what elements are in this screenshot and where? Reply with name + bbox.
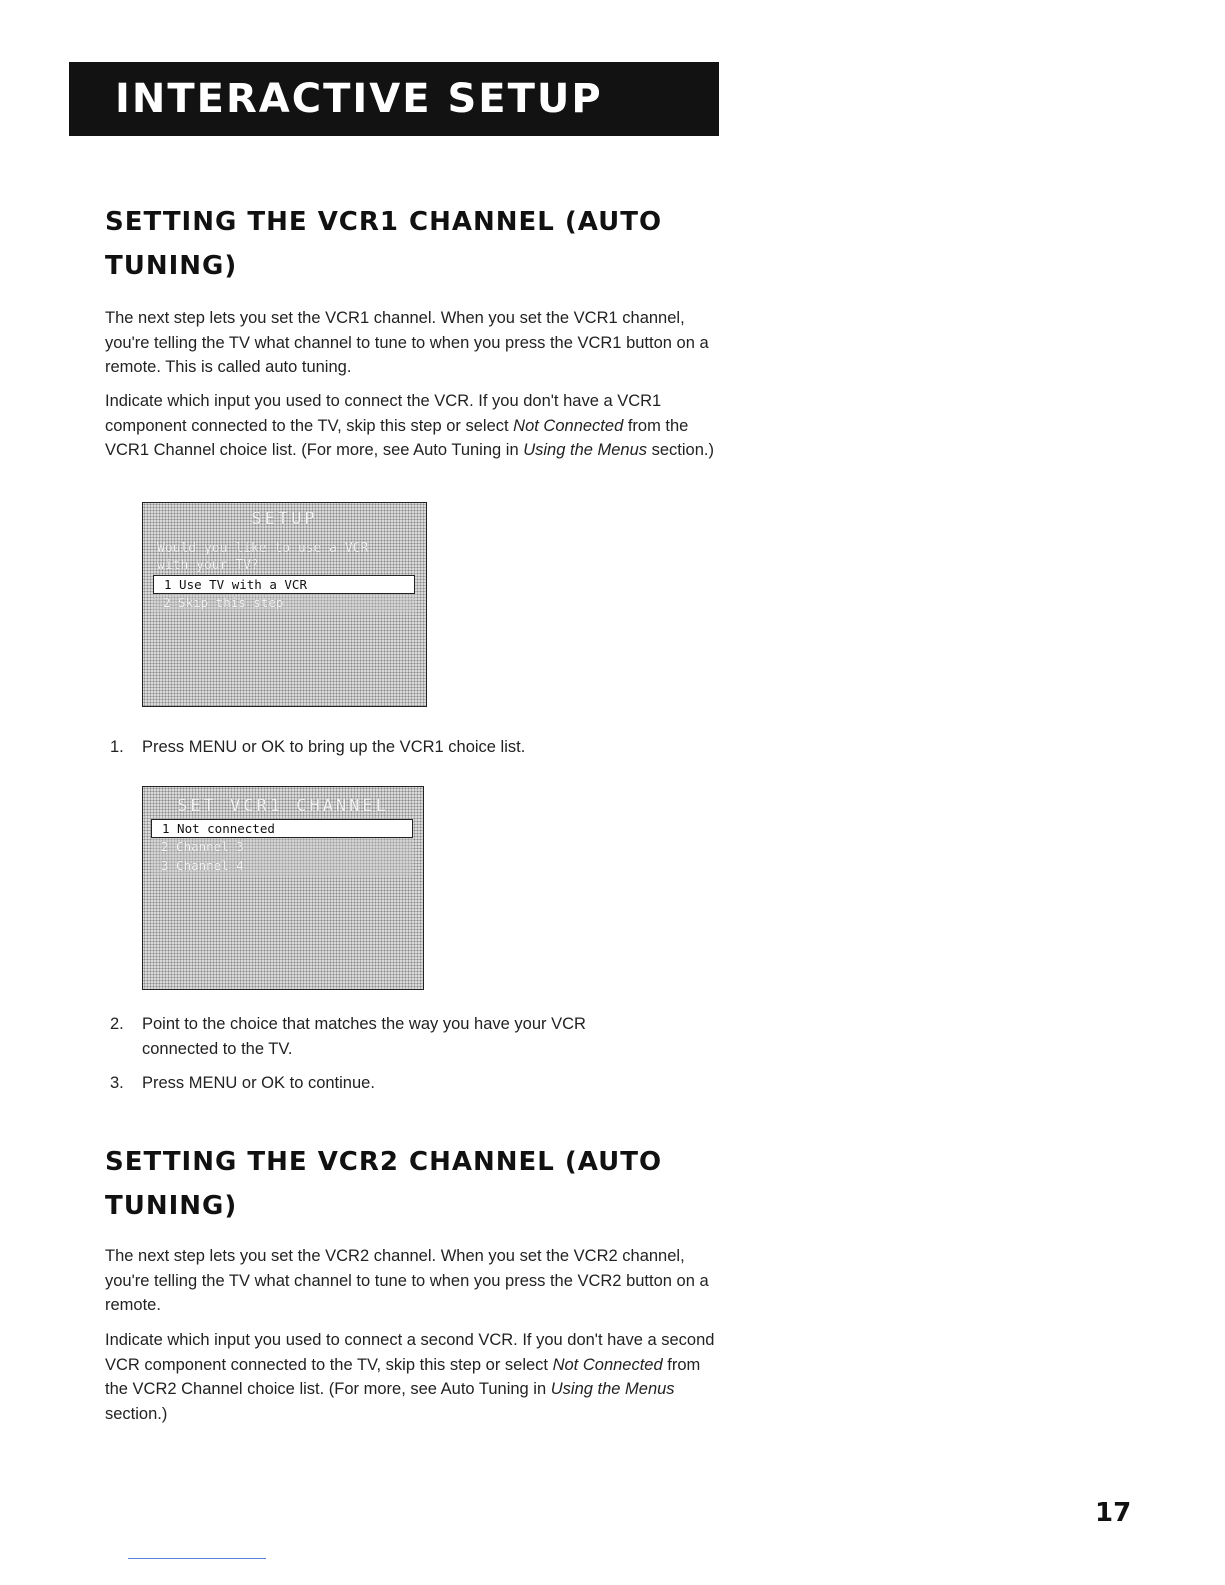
section1-paragraph-2: Indicate which input you used to connect the VCR. If you don't have a VCR1 component connected to the TV, skip this step or select Not Connected from the VCR1 Channel choice list. (For more, see Auto Tuning in Using the Menus section.) xyxy=(105,392,714,459)
page-number: 17 xyxy=(1095,1498,1132,1528)
step-2 xyxy=(110,1012,710,1061)
not-connected-emphasis: Not Connected xyxy=(513,416,624,435)
set-vcr1-channel-screen-image xyxy=(142,786,424,990)
setup-screen-title: SETUP xyxy=(251,509,318,529)
section2-paragraph-1: The next step lets you set the VCR2 channel. When you set the VCR2 channel, you're telling the TV what channel to tune to when you press the VCR2 button on a remote. xyxy=(105,1247,709,1314)
step-3 xyxy=(110,1071,710,1096)
setup-option-skip: 2 Skip this step xyxy=(153,594,415,613)
vcr1-screen-title: SET VCR1 CHANNEL xyxy=(177,796,389,816)
step-3-number: 3. xyxy=(110,1074,124,1092)
setup-screen-image xyxy=(142,502,427,707)
step-2-number: 2. xyxy=(110,1015,124,1033)
using-menus-emphasis: Using the Menus xyxy=(523,441,648,459)
setup-question-line-2: with your TV? xyxy=(157,558,259,573)
section2-paragraph-2: Indicate which input you used to connect a second VCR. If you don't have a second VCR component connected to the TV, skip this step or select Not Connected from the VCR2 Channel choice list. (For more, see Auto Tuning in Using the Menus section.) xyxy=(105,1331,715,1423)
step-1-number: 1. xyxy=(110,738,124,756)
header-banner xyxy=(69,62,719,136)
footer-divider xyxy=(128,1558,266,1559)
step-1-text: Press MENU or OK to bring up the VCR1 choice list. xyxy=(142,738,526,756)
setup-question-line-1: Would you like to use a VCR xyxy=(157,541,369,556)
vcr1-option-not-connected: 1 Not connected xyxy=(151,819,413,838)
step-3-text: Press MENU or OK to continue. xyxy=(142,1074,375,1092)
vcr1-option-channel-4: 3 Channel 4 xyxy=(151,857,413,876)
section1-paragraph-1: The next step lets you set the VCR1 channel. When you set the VCR1 channel, you're telling the TV what channel to tune to when you press the VCR1 button on a remote. This is called auto tuning. xyxy=(105,309,709,376)
step-2-text: Point to the choice that matches the way you have your VCR connected to the TV. xyxy=(142,1015,586,1058)
vcr1-option-channel-3: 2 Channel 3 xyxy=(151,838,413,857)
page-header-title: INTERACTIVE SETUP xyxy=(115,76,603,122)
step-1 xyxy=(110,735,710,760)
section1-title: SETTING THE VCR1 CHANNEL (AUTO TUNING) xyxy=(105,207,663,281)
setup-option-use-vcr: 1 Use TV with a VCR xyxy=(153,575,415,594)
using-menus-emphasis-2: Using the Menus xyxy=(550,1380,675,1398)
not-connected-emphasis-2: Not Connected xyxy=(552,1355,663,1374)
section2-title: SETTING THE VCR2 CHANNEL (AUTO TUNING) xyxy=(105,1147,663,1221)
